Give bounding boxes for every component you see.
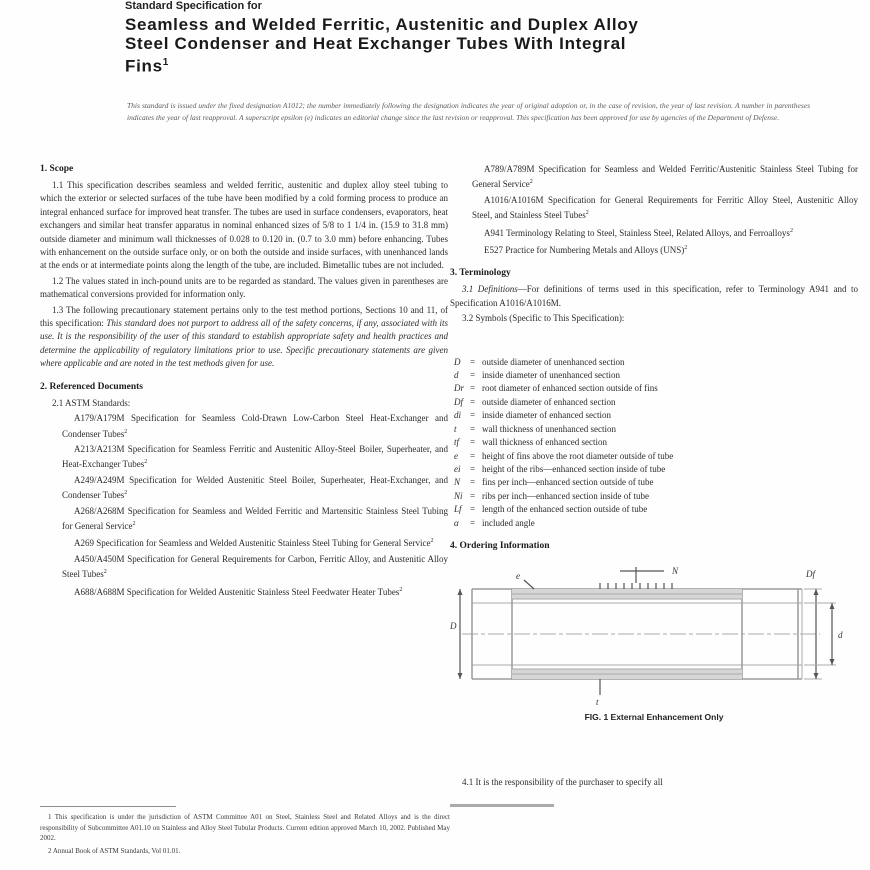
figure-1-finned-tube-drawing xyxy=(450,559,858,724)
reference-entry: E527 Practice for Numbering Metals and Alloys (UNS)$^2$ xyxy=(484,245,688,256)
finned-tube-diagram xyxy=(450,559,856,709)
title-line-2: Steel Condenser and Heat Exchanger Tubes With Integral xyxy=(125,34,627,53)
symbol-definition-row: di = inside diameter of enhanced section xyxy=(454,410,611,421)
reference-entry: A688/A688M Specification for Welded Austenitic Stainless Steel Feedwater Heater Tubes$^2$ xyxy=(74,586,403,597)
paragraph-4-1: 4.1 It is the responsibility of the purchaser to specify all xyxy=(462,777,663,788)
reference-entry: A268/A268M Specification for Seamless and Welded Ferritic and Martensitic Stainless Steel Tubing for General Service$^2$ xyxy=(62,505,448,531)
symbol-definition-row: α = included angle xyxy=(454,517,535,528)
standard-type-label: Standard Specification for xyxy=(125,0,262,12)
right-footnote-rule xyxy=(450,804,554,807)
footnote-2: 2 Annual Book of ASTM Standards, Vol 01.01. xyxy=(48,846,181,855)
reference-entry: A249/A249M Specification for Welded Austenitic Steel Boiler, Superheater, Heat-Exchanger, and Condenser Tubes$^2$ xyxy=(62,474,448,501)
designation-disclaimer: This standard is issued under the fixed designation A1012; the number immediately following the designation indicates the year of original adoption or, in the case of revision, the year of last revision. A number in parentheses indicates the year of last reapproval. A superscript epsilon (e) indicates an editorial change since the last revision or reapproval. This specification has been approved for use by agencies of the Department of Defense. xyxy=(127,101,810,122)
fin-pitch-ticks xyxy=(600,583,672,589)
symbol-definition-row: D = outside diameter of unenhanced section xyxy=(454,356,625,367)
symbol-definition-row: ei = height of the ribs—enhanced section inside of tube xyxy=(454,463,666,474)
document-title xyxy=(125,15,785,76)
fin-pitch-label: N xyxy=(672,565,679,576)
symbol-definition-row: Ni = ribs per inch—enhanced section inside of tube xyxy=(454,490,649,501)
fin-height-label: e xyxy=(516,570,520,581)
wall-thickness-label: t xyxy=(596,696,599,707)
reference-entry: A1016/A1016M Specification for General Requirements for Ferritic Alloy Steel, Austenitic Alloy Steel, and Stainless Steel Tubes$^2$ xyxy=(472,194,859,221)
section-heading-terminology: 3. Terminology xyxy=(450,268,511,279)
symbol-definition-row: Df = outside diameter of enhanced section xyxy=(454,396,616,407)
symbols-list xyxy=(454,356,772,530)
reference-list-right xyxy=(450,163,858,257)
reference-entry: A941 Terminology Relating to Steel, Stainless Steel, Related Alloys, and Ferroalloys$^2$ xyxy=(484,227,793,238)
paragraph-1-1: 1.1 This specification describes seamless and welded ferritic, austenitic and duplex alloy steel tubing to which the exterior or selected surfaces of the tube have been modified by a cold forming process to produce an integral enhanced surface for improved heat transfer. The tubes are used in surface condensers, evaporators, heat exchangers and similar heat transfer apparatus in nominal enhanced sizes of 5/8 to 1 1/4 in. (15.9 to 31.8 mm) outside diameter and minimum wall thicknesses of 0.028 to 0.120 in. (0.7 to 3.0 mm) before enhancing. Tubes with enhancement on the outside surface only, or on both the outside and inside surfaces, with unenhanced lands at the ends or at intermediate points along the length of the tube, are included. Bimetallic tubes are not included. xyxy=(40,180,448,271)
paragraph-1-2: 1.2 The values stated in inch-pound units are to be regarded as standard. The values given in parentheses are mathematical conversions provided for information only. xyxy=(40,275,448,300)
paragraph-3-2: 3.2 Symbols (Specific to This Specification): xyxy=(462,313,625,324)
symbol-definition-row: Dr = root diameter of enhanced section outside of fins xyxy=(454,383,658,394)
right-column xyxy=(450,163,858,807)
footnote-rule xyxy=(40,806,176,807)
title-block xyxy=(125,0,785,76)
reference-entry: A213/A213M Specification for Seamless Ferritic and Austenitic Alloy-Steel Boiler, Superheater, and Heat-Exchanger Tubes$^2$ xyxy=(62,443,448,470)
figure-1-caption: FIG. 1 External Enhancement Only xyxy=(584,711,724,722)
paragraph-3-1: 3.1 Definitions—For definitions of terms used in this specification, refer to Terminology A941 and to Specification A1016/A1016M. xyxy=(450,284,859,308)
symbol-definition-row: e = height of fins above the root diameter outside of tube xyxy=(454,450,674,461)
reference-entry: A269 Specification for Seamless and Welded Austenitic Stainless Steel Tubing for General Service$^2$ xyxy=(74,538,434,549)
reference-entry: A450/A450M Specification for General Requirements for Carbon, Ferritic Alloy, and Austenitic Alloy Steel Tubes$^2$ xyxy=(62,553,449,580)
left-column xyxy=(40,163,448,601)
footnote-1: 1 This specification is under the jurisdiction of ASTM Committee A01 on Steel, Stainless Steel and Related Alloys and is the direct responsibility of Subcommittee A01.10 on Stainless and Alloy Steel Tubular Products. Current edition approved March 10, 2002. Published May 2002. xyxy=(40,813,450,842)
section-heading-referenced-documents: 2. Referenced Documents xyxy=(40,381,143,392)
title-line-1: Seamless and Welded Ferritic, Austenitic and Duplex Alloy xyxy=(125,15,639,34)
fin-od-label: D xyxy=(450,620,457,631)
reference-entry: A789/A789M Specification for Seamless and Welded Ferritic/Austenitic Stainless Steel Tubing for General Service$^2$ xyxy=(472,164,859,190)
section-heading-ordering-information: 4. Ordering Information xyxy=(450,540,550,551)
symbol-definition-row: tf = wall thickness of enhanced section xyxy=(454,437,607,448)
section-heading-scope: 1. Scope xyxy=(40,164,74,174)
symbol-definition-row: Lf = length of the enhanced section outside of tube xyxy=(454,504,648,515)
title-line-3: Fins xyxy=(125,56,163,76)
outer-diameter-label: Df xyxy=(806,568,815,579)
footnote-block xyxy=(40,806,450,858)
astm-standards-subheading: 2.1 ASTM Standards: xyxy=(52,397,131,408)
reference-list-left xyxy=(40,412,448,599)
paragraph-1-3: 1.3 The following precautionary statement pertains only to the test method portions, Sections 10 and 11, of this specification: This standard does not purport to address all of the safety concerns, if any, associated with its use. It is the responsibility of the user of this standard to establish appropriate safety and health practices and determine the applicability of regulatory limitations prior to use. Specific precautionary statements are given where applicable and are noted in the test methods given for use. xyxy=(40,304,449,369)
title-footnote-ref: 1 xyxy=(162,57,170,68)
symbol-definition-row: d = inside diameter of unenhanced section xyxy=(454,370,620,381)
inner-diameter-label: d xyxy=(838,629,843,640)
symbol-definition-row: N = fins per inch—enhanced section outside of tube xyxy=(454,477,654,488)
reference-entry: A179/A179M Specification for Seamless Cold-Drawn Low-Carbon Steel Heat-Exchanger and Condenser Tubes$^2$ xyxy=(62,413,448,439)
symbol-definition-row: t = wall thickness of unenhanced section xyxy=(454,423,616,434)
